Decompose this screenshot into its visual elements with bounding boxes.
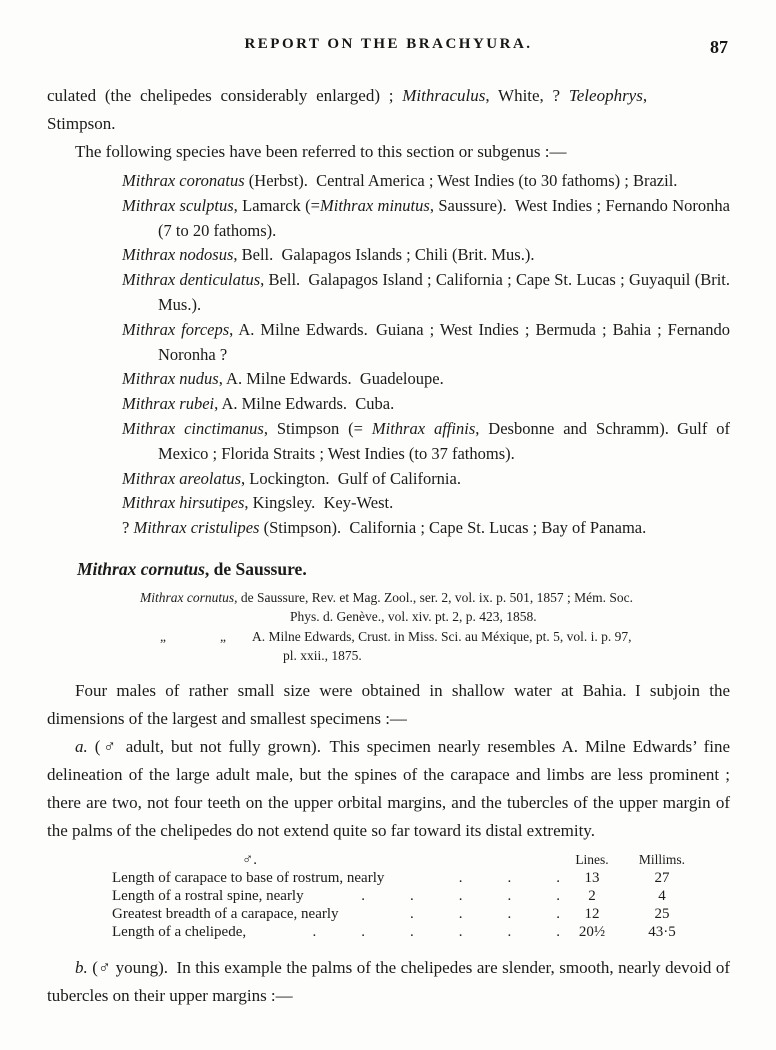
row-label: Length of a rostral spine, nearly: [112, 887, 304, 904]
species-heading-author: , de Saussure.: [204, 558, 307, 579]
species-name: Mithrax denticulatus: [122, 270, 261, 290]
list-item: Mithrax rubei, A. Milne Edwards. Cuba.: [122, 394, 395, 414]
citation-line: Mithrax cornutus, de Saussure, Rev. et Mag. Zool., ser. 2, vol. ix. p. 501, 1857 ; Mém. Soc.: [140, 589, 633, 605]
paragraph-four-males: Four males of rather small size were obtained in shallow water at Bahia. I subjoin the dimensions of the largest and smallest specimens :—: [47, 680, 730, 728]
running-head: [47, 36, 730, 58]
genus-name-teleophrys: Teleophrys: [568, 86, 643, 105]
paragraph-specimen-b: b. (♂ young). In this example the palms of the chelipedes are slender, smooth, nearly devoid of tubercles on their upper margins :—: [47, 957, 730, 1005]
citation-line: „ „ A. Milne Edwards, Crust. in Miss. Sci. au Méxique, pt. 5, vol. i. p. 97,: [160, 628, 632, 644]
species-name: Mithrax cinctimanus: [122, 418, 264, 438]
value-lines: 13: [584, 869, 600, 886]
column-header-lines: Lines.: [575, 851, 609, 867]
page-number: 87: [710, 37, 728, 57]
row-label: Length of a chelipede,: [112, 923, 247, 940]
genus-name-mithraculus: Mithraculus: [402, 86, 486, 105]
ditto-mark: „: [160, 628, 166, 644]
species-name: Mithrax nodosus: [122, 245, 234, 265]
species-name: Mithrax coronatus: [122, 171, 245, 190]
list-item: Mithrax nudus, A. Milne Edwards. Guadeloupe.: [122, 369, 444, 389]
species-heading-name: Mithrax cornutus: [77, 558, 205, 579]
opening-text: culated (the chelipedes considerably enlarged) ;: [47, 86, 403, 105]
citation-species-italic: Mithrax cornutus: [140, 589, 235, 605]
male-symbol: ♂.: [242, 851, 257, 868]
species-name: Mithrax sculptus: [122, 195, 234, 215]
list-item: Mithrax sculptus, Lamarck (=Mithrax minutus, Saussure). West Indies ; Fernando Noronha (7 to 20 fathoms).: [122, 195, 730, 240]
dot-leader: . . . . .: [361, 887, 560, 904]
value-millims: 43·5: [648, 923, 676, 940]
row-label: Greatest breadth of a carapace, nearly: [112, 905, 339, 922]
list-item: Mithrax coronatus (Herbst). Central America ; West Indies (to 30 fathoms) ; Brazil.: [122, 171, 678, 190]
measurement-table: [112, 851, 702, 941]
dot-leader: . . . .: [410, 905, 560, 922]
table-header: [112, 851, 702, 869]
species-name: Mithrax hirsutipes: [122, 493, 245, 513]
species-name: Mithrax forceps: [122, 319, 230, 339]
list-item: Mithrax denticulatus, Bell. Galapagos Island ; California ; Cape St. Lucas ; Guyaquil (Brit. Mus.).: [122, 270, 730, 314]
citation-block: [47, 588, 730, 666]
list-item: Mithrax hirsutipes, Kingsley. Key-West.: [122, 493, 394, 513]
species-list: [47, 169, 730, 541]
page-title: REPORT ON THE BRACHYURA.: [244, 36, 533, 52]
value-lines: 12: [584, 905, 600, 922]
dot-leader: . . . . . .: [312, 923, 560, 940]
specimen-b-label: b.: [75, 957, 88, 977]
value-millims: 27: [654, 869, 670, 886]
species-name: Mithrax areolatus: [122, 468, 242, 488]
list-item: ? Mithrax cristulipes (Stimpson). California ; Cape St. Lucas ; Bay of Panama.: [122, 518, 647, 538]
species-name: Mithrax cristulipes: [133, 518, 260, 538]
value-lines: 20½: [578, 923, 606, 940]
table-row: [112, 869, 702, 887]
list-item: Mithrax forceps, A. Milne Edwards. Guiana ; West Indies ; Bermuda ; Bahia ; Fernando Noronha ?: [122, 319, 730, 364]
citation-line: Phys. d. Genève., vol. xiv. pt. 2, p. 423, 1858.: [290, 609, 537, 625]
ditto-mark: „: [220, 628, 226, 644]
table-row: [112, 887, 702, 905]
value-lines: 2: [588, 887, 596, 904]
species-name: Mithrax nudus: [122, 369, 219, 389]
list-item: Mithrax cinctimanus, Stimpson (= Mithrax affinis, Desbonne and Schramm). Gulf of Mexico ; Florida Straits ; West Indies (to 37 fathoms).: [122, 418, 730, 463]
species-name: Mithrax rubei: [122, 394, 215, 414]
list-item: Mithrax areolatus, Lockington. Gulf of California.: [122, 468, 461, 488]
citation-line: pl. xxii., 1875.: [283, 648, 362, 664]
opening-paragraph: culated (the chelipedes considerably enlarged) ; Mithraculus, White, ? Teleophrys, Stimpson.: [47, 86, 648, 133]
table-row: [112, 905, 702, 923]
row-label: Length of carapace to base of rostrum, nearly: [112, 869, 385, 886]
column-header-millims: Millims.: [638, 851, 686, 867]
paragraph-specimen-a: a. (♂ adult, but not fully grown). This specimen nearly resembles A. Milne Edwards’ fine delineation of the large adult male, but the spines of the carapace and limbs are less prominent ; there are two, not four teeth on the upper orbital margins, and the tubercles of the upper margin of the palms of the chelipedes do not extend quite so far toward its distal extremity.: [47, 736, 730, 840]
species-heading: [77, 558, 730, 580]
specimen-a-label: a.: [75, 736, 88, 756]
species-intro: The following species have been referred to this section or subgenus :—: [75, 142, 567, 161]
value-millims: 4: [658, 887, 666, 904]
dot-leader: . . .: [458, 869, 560, 886]
list-item: Mithrax nodosus, Bell. Galapagos Islands ; Chili (Brit. Mus.).: [122, 245, 535, 265]
table-row: [112, 923, 702, 941]
value-millims: 25: [654, 905, 670, 922]
